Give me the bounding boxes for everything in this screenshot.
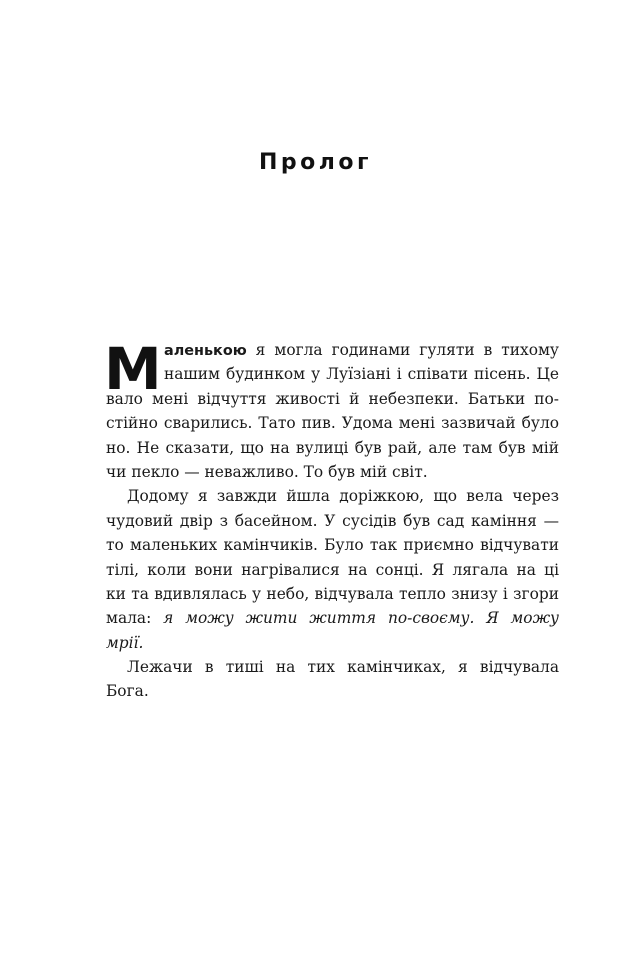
- lead-word: аленькою: [164, 343, 247, 359]
- text-line: тілі, коли вони нагрівалися на сонці. Я лягала на ці: [106, 560, 559, 579]
- text-fragment: мала:: [106, 609, 164, 628]
- chapter-title: Пролог: [259, 150, 372, 175]
- text-line: Лежачи в тиші на тих камінчиках, я відчувала: [127, 658, 559, 677]
- text-line: Додому я завжди йшла доріжкою, що вела через: [127, 487, 559, 506]
- text-line: вало мені відчуття живості й небезпеки. Батьки по-: [106, 389, 559, 408]
- italic-text: я можу жити життя по-своєму. Я можу: [163, 609, 559, 628]
- text-line: нашим будинком у Луїзіані і співати пісень. Це: [164, 365, 559, 384]
- text-line: [106, 606, 559, 630]
- paragraph-1: [104, 335, 559, 484]
- italic-text: мрії.: [106, 633, 144, 652]
- text-line: но. Не сказати, що на вулиці був рай, але там був мій: [106, 438, 559, 457]
- paragraph-2: [106, 484, 559, 655]
- text-line: [106, 338, 559, 362]
- text-line: то маленьких камінчиків. Було так приємно відчувати: [106, 536, 559, 555]
- text-line: чи пекло — неважливо. То був мій світ.: [106, 462, 428, 481]
- text-line: ки та вдивлялась у небо, відчувала тепло знизу і згори: [106, 584, 559, 603]
- text-line: [106, 631, 559, 655]
- paragraph-3: [106, 655, 559, 704]
- text-line: Бога.: [106, 682, 149, 701]
- body-text: [104, 335, 559, 704]
- text-fragment: я могла годинами гуляти в тихому: [255, 341, 559, 359]
- drop-cap: М: [104, 335, 160, 403]
- text-line: стійно сварились. Тато пив. Удома мені зазвичай було: [106, 414, 559, 433]
- text-line: чудовий двір з басейном. У сусідів був сад каміння —: [106, 511, 559, 530]
